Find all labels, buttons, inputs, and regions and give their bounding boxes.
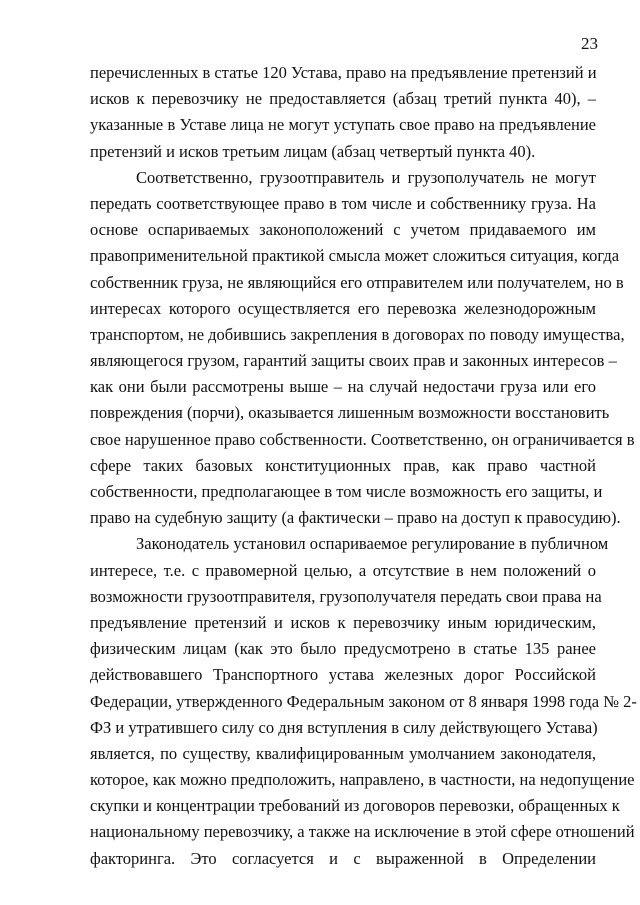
text-line: интересе, т.е. с правомерной целью, а отсутствие в нем положений о — [90, 560, 596, 580]
text-line: собственник груза, не являющийся его отправителем или получателем, но в — [90, 272, 624, 292]
text-line: исков к перевозчику не предоставляется (абзац третий пункта 40), – — [90, 89, 596, 109]
text-line: являющегося грузом, гарантий защиты своих прав и законных интересов – — [90, 351, 617, 371]
text-line: скупки и концентрации требований из договоров перевозки, обращенных к — [90, 796, 620, 816]
text-line: собственности, предполагающее в том числе возможность его защиты, и — [90, 482, 603, 501]
text-line: действовавшего Транспортного устава железных дорог Российской — [90, 665, 596, 685]
text-line: физическим лицам (как это было предусмотрено в статье 135 ранее — [90, 639, 596, 659]
text-line: факторинга. Это согласуется и с выраженной в Определении — [90, 848, 596, 868]
text-line: является, по существу, квалифицированным умолчанием законодателя, — [90, 743, 596, 763]
text-line: повреждения (порчи), оказывается лишенным возможности восстановить — [90, 403, 610, 423]
text-line: претензий и исков третьим лицам (абзац четвертый пункта 40). — [90, 141, 536, 161]
text-line: Федерации, утвержденного Федеральным законом от 8 января 1998 года № 2- — [90, 691, 637, 711]
text-line: основе оспариваемых законоположений с учетом придаваемого им — [90, 220, 596, 240]
text-line: возможности грузоотправителя, грузополучателя передать свои права на — [90, 586, 602, 606]
text-line: транспортом, не добившись закрепления в договорах по поводу имущества, — [90, 324, 625, 344]
text-line: правоприменительной практикой смысла может сложиться ситуация, когда — [90, 246, 620, 266]
text-line: Соответственно, грузоотправитель и грузополучатель не могут — [136, 167, 596, 187]
text-line: как они были рассмотрены выше – на случай недостачи груза или его — [90, 377, 596, 397]
body-text — [90, 60, 637, 872]
text-line: которое, как можно предположить, направлено, в частности, на недопущение — [90, 770, 635, 790]
text-line: Законодатель установил оспариваемое регулирование в публичном — [136, 534, 609, 554]
text-line: свое нарушенное право собственности. Соответственно, он ограничивается в — [90, 429, 635, 449]
text-line: перечисленных в статье 120 Устава, право на предъявление претензий и — [90, 63, 597, 82]
text-line: предъявление претензий и исков к перевозчику иным юридическим, — [90, 612, 596, 632]
text-line: передать соответствующее право в том числе и собственнику груза. На — [90, 193, 596, 213]
page-number: 23 — [581, 34, 598, 53]
paragraph — [90, 165, 635, 532]
text-line: право на судебную защиту (а фактически – право на доступ к правосудию). — [90, 508, 621, 528]
text-line: национальному перевозчику, а также на исключение в этой сфере отношений — [90, 822, 635, 842]
paragraph — [90, 531, 637, 871]
text-line: интересах которого осуществляется его перевозка железнодорожным — [90, 298, 596, 318]
text-line: ФЗ и утратившего силу со дня вступления в силу действующего Устава) — [90, 717, 598, 737]
text-line: сфере таких базовых конституционных прав, как право частной — [90, 455, 596, 475]
text-line: указанные в Уставе лица не могут уступать свое право на предъявление — [90, 115, 596, 135]
paragraph — [90, 60, 596, 165]
